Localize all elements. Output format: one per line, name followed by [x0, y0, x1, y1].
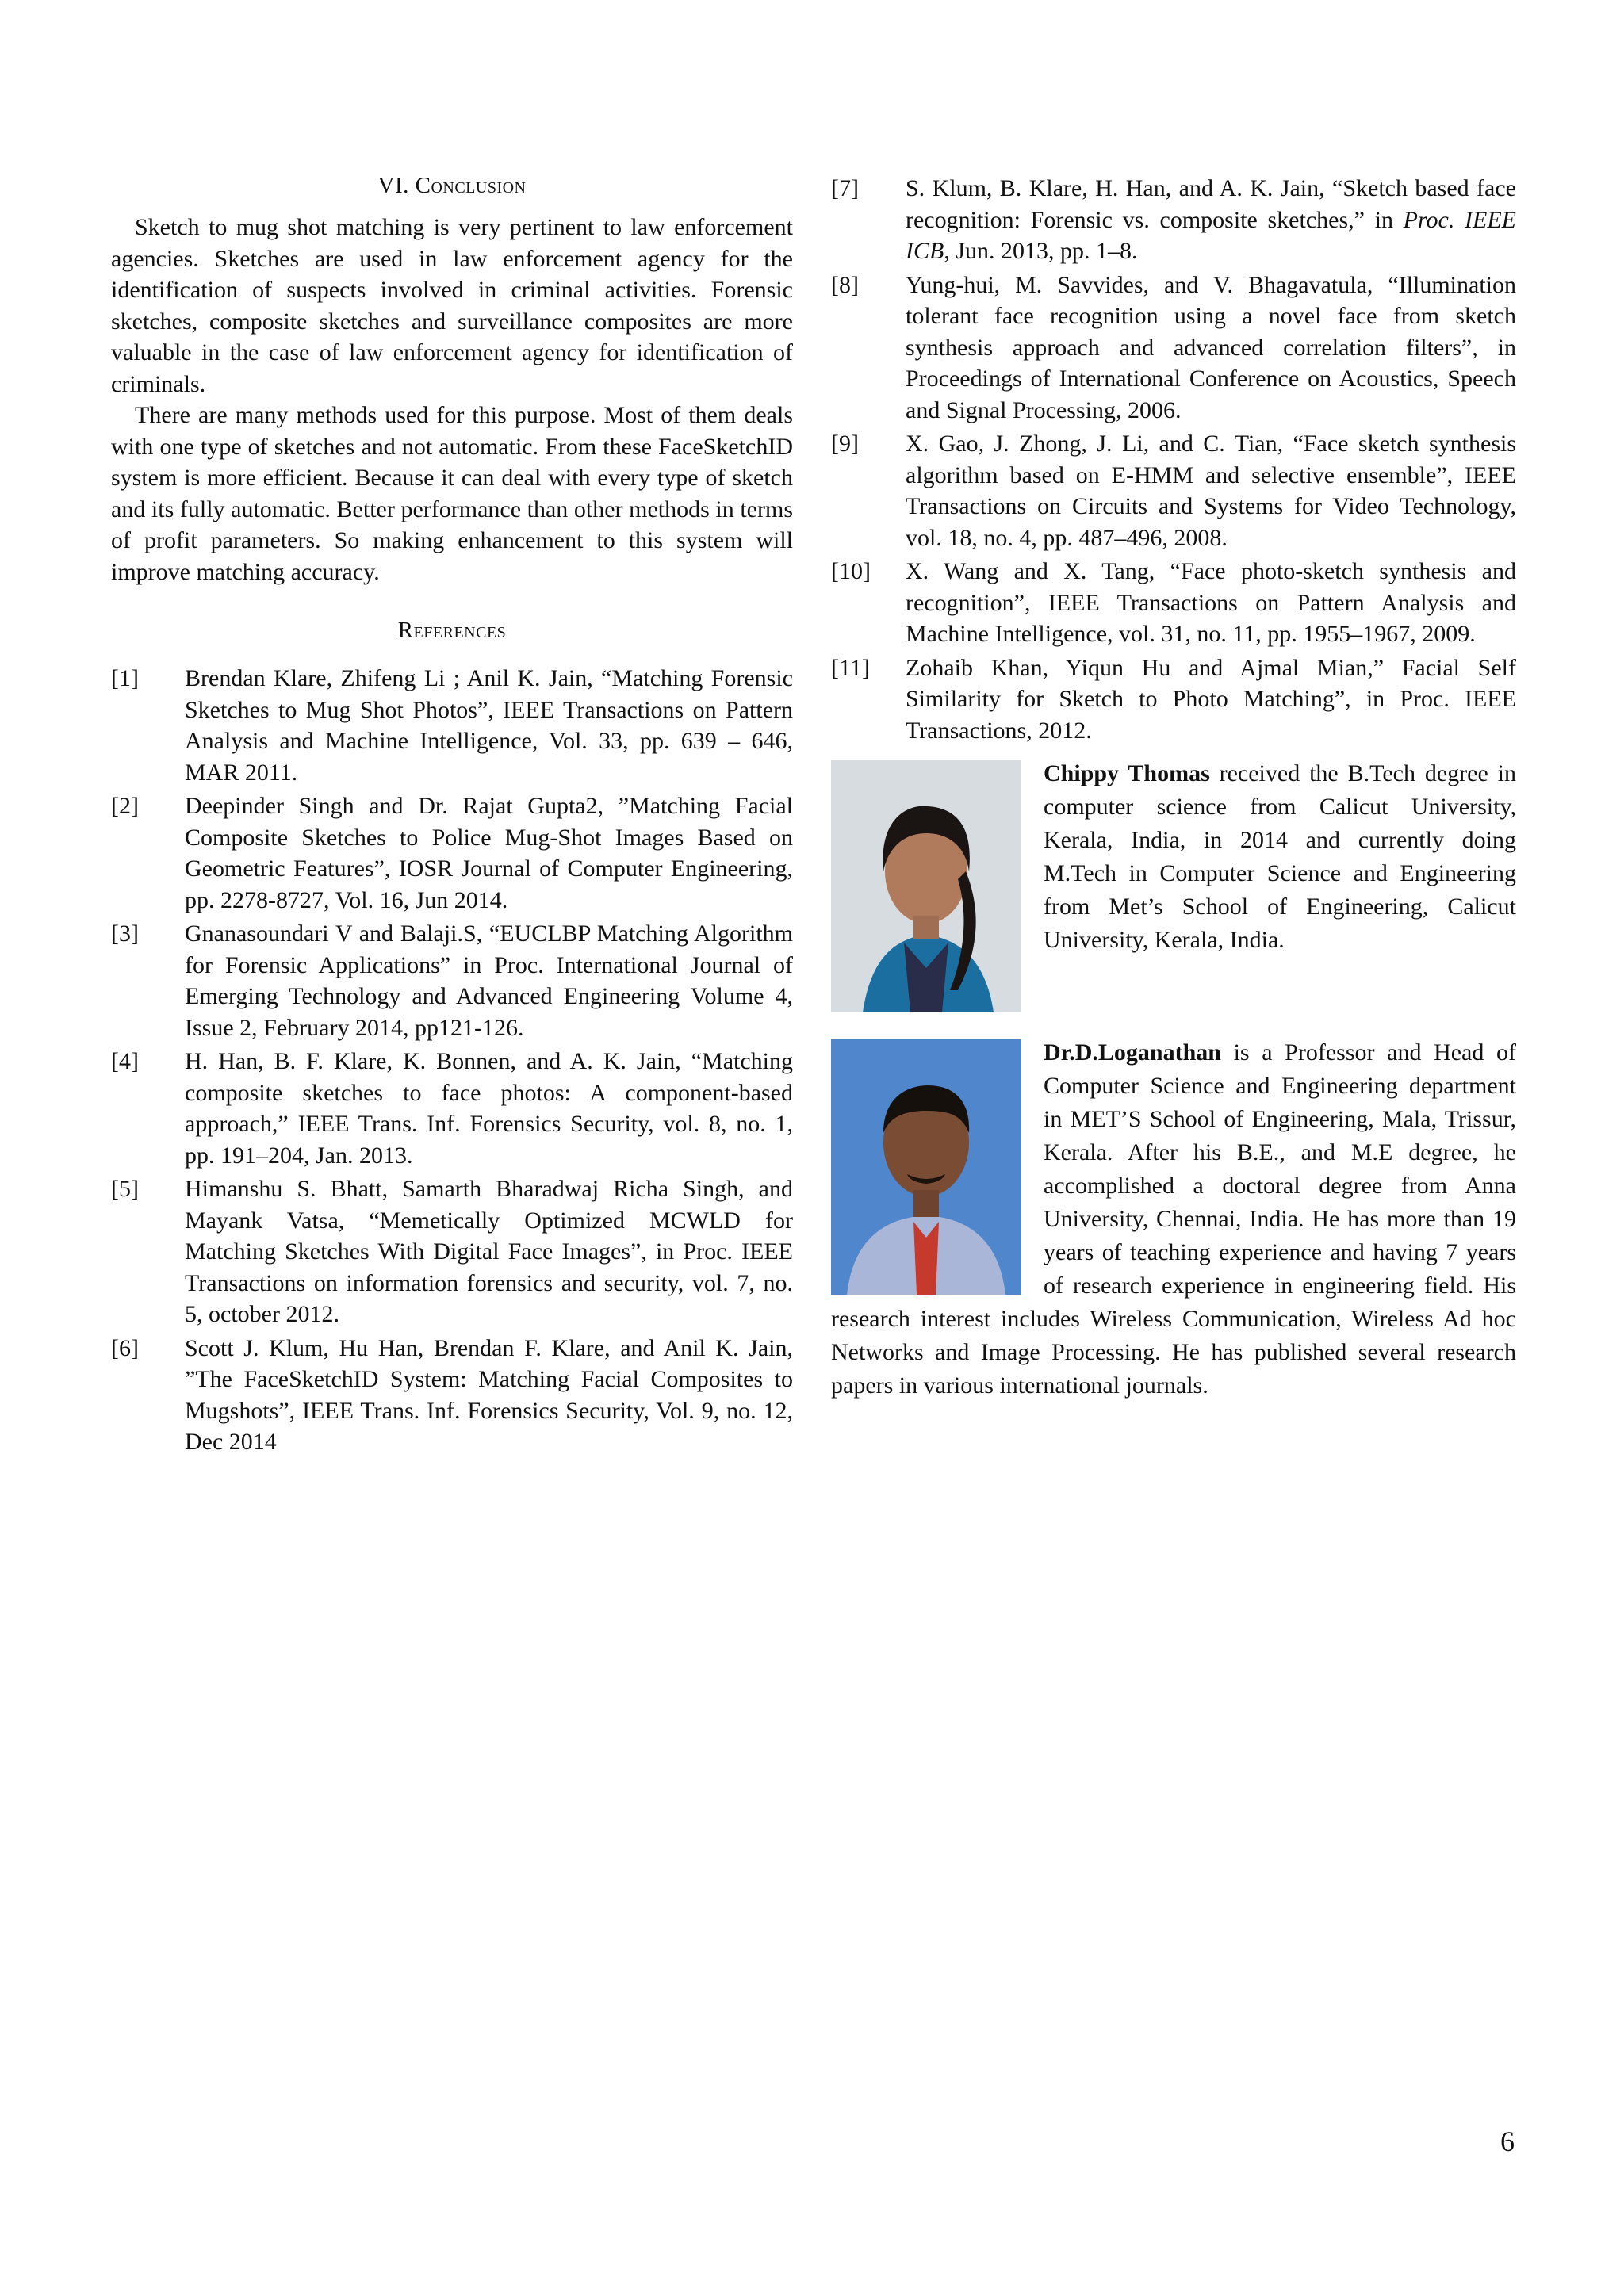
reference-number: [5] [111, 1176, 139, 1202]
conclusion-heading: VI. Conclusion [377, 173, 527, 198]
left-column [111, 173, 793, 1460]
reference-number: [10] [831, 558, 871, 584]
reference-text: X. Gao, J. Zhong, J. Li, and C. Tian, “Face sketch synthesis algorithm based on E-HMM and selective ensemble”, IEEE Transactions on Circuits and Systems for Video Technology, vol. 18, no. 4, pp. 487–496, 2008. [906, 430, 1516, 551]
reference-number: [6] [111, 1334, 139, 1361]
reference-text: Scott J. Klum, Hu Han, Brendan F. Klare, and Anil K. Jain, ”The FaceSketchID System: Matching Facial Composites to Mugshots”, IEEE Trans. Inf. Forensics Security, Vol. 9, no. 12, Dec 2014 [185, 1334, 793, 1455]
author-bio-text: is a Professor and Head of Computer Science and Engineering department in MET’S School of Engineering, Mala, Trissur, Kerala. After his B.E., and M.E degree, he accomplished a doctoral degree from Anna University, Chennai, India. He has more than 19 years of teaching experience and having 7 years of research experience in engineering field. His research interest includes Wireless Communication, Wireless Ad hoc Networks and Image Processing. He has published several research papers in various international journals. [831, 1039, 1516, 1399]
reference-item [831, 173, 1516, 267]
reference-number: [7] [831, 175, 859, 201]
conclusion-paragraph-2: There are many methods used for this purpose. Most of them deals with one type of sketches and not automatic. From these FaceSketchID system is more efficient. Because it can deal with every type of sketch and its fully automatic. Better performance than other methods in terms of profit parameters. So making enhancement to this system will improve matching accuracy. [111, 402, 793, 585]
reference-item [111, 918, 793, 1043]
reference-number: [2] [111, 793, 139, 819]
reference-number: [11] [831, 654, 870, 681]
reference-item [111, 1046, 793, 1171]
reference-item [831, 652, 1516, 747]
page-number: 6 [1500, 2126, 1515, 2157]
reference-text-part: , Jun. 2013, pp. 1–8. [944, 238, 1138, 264]
reference-text: Yung-hui, M. Savvides, and V. Bhagavatula, “Illumination tolerant face recognition using a novel face from sketch synthesis approach and advanced correlation filters”, in Proceedings of International Conference on Acoustics, Speech and Signal Processing, 2006. [906, 271, 1516, 423]
reference-number: [8] [831, 271, 859, 298]
author-photo [831, 1039, 1021, 1295]
conclusion-paragraph-1: Sketch to mug shot matching is very pertinent to law enforcement agencies. Sketches are used in law enforcement agency for the identification of suspects involved in criminal activities. Forensic sketches, composite sketches and surveillance composites are more valuable in the case of law enforcement agency for identification of criminals. [111, 214, 793, 397]
reference-item [111, 663, 793, 788]
reference-item [831, 556, 1516, 650]
reference-number: [1] [111, 665, 139, 691]
author-photo-illustration [831, 760, 1021, 1012]
reference-number: [3] [111, 920, 139, 947]
reference-venue-italic: Proc. IEEE ICB [906, 206, 1517, 264]
reference-text: Zohaib Khan, Yiqun Hu and Ajmal Mian,” Facial Self Similarity for Sketch to Photo Matching”, in Proc. IEEE Transactions, 2012. [906, 654, 1516, 744]
reference-item [111, 1173, 793, 1330]
reference-item [831, 270, 1516, 427]
author-bio-text: received the B.Tech degree in computer science from Calicut University, Kerala, India, in 2014 and currently doing M.Tech in Computer Science and Engineering from Met’s School of Engineering, Calicut University, Kerala, India. [1044, 760, 1516, 953]
reference-text: H. Han, B. F. Klare, K. Bonnen, and A. K. Jain, “Matching composite sketches to face photos: A component-based approach,” IEEE Trans. Inf. Forensics Security, vol. 8, no. 1, pp. 191–204, Jan. 2013. [185, 1048, 793, 1169]
author-photo-illustration [831, 1039, 1021, 1295]
reference-text-part: S. Klum, B. Klare, H. Han, and A. K. Jain, “Sketch based face recognition: Forensic vs. composite sketches,” in [906, 175, 1516, 233]
reference-item [831, 428, 1516, 553]
right-column [831, 173, 1516, 1402]
author-bio [831, 1036, 1516, 1402]
reference-item [111, 1333, 793, 1458]
reference-text [906, 173, 1516, 267]
reference-item [111, 790, 793, 916]
author-bio [831, 757, 1516, 1019]
reference-number: [9] [831, 430, 859, 457]
reference-text: Himanshu S. Bhatt, Samarth Bharadwaj Richa Singh, and Mayank Vatsa, “Memetically Optimized MCWLD for Matching Sketches With Digital Face Images”, in Proc. IEEE Transactions on information forensics and security, vol. 7, no. 5, october 2012. [185, 1176, 793, 1327]
reference-text: Deepinder Singh and Dr. Rajat Gupta2, ”Matching Facial Composite Sketches to Police Mug-Shot Images Based on Geometric Features”, IOSR Journal of Computer Engineering, pp. 2278-8727, Vol. 16, Jun 2014. [185, 793, 793, 913]
references-heading: References [397, 618, 507, 643]
author-name: Chippy Thomas [1044, 760, 1210, 786]
author-photo [831, 760, 1021, 1012]
reference-number: [4] [111, 1048, 139, 1074]
reference-text: X. Wang and X. Tang, “Face photo-sketch synthesis and recognition”, IEEE Transactions on Pattern Analysis and Machine Intelligence, vol. 31, no. 11, pp. 1955–1967, 2009. [906, 558, 1516, 647]
reference-text: Brendan Klare, Zhifeng Li ; Anil K. Jain, “Matching Forensic Sketches to Mug Shot Photos”, IEEE Transactions on Pattern Analysis and Machine Intelligence, Vol. 33, pp. 639 – 646, MAR 2011. [185, 665, 793, 786]
reference-text: Gnanasoundari V and Balaji.S, “EUCLBP Matching Algorithm for Forensic Applications” in Proc. International Journal of Emerging Technology and Advanced Engineering Volume 4, Issue 2, February 2014, pp121-126. [185, 920, 793, 1041]
author-name: Dr.D.Loganathan [1044, 1039, 1221, 1066]
